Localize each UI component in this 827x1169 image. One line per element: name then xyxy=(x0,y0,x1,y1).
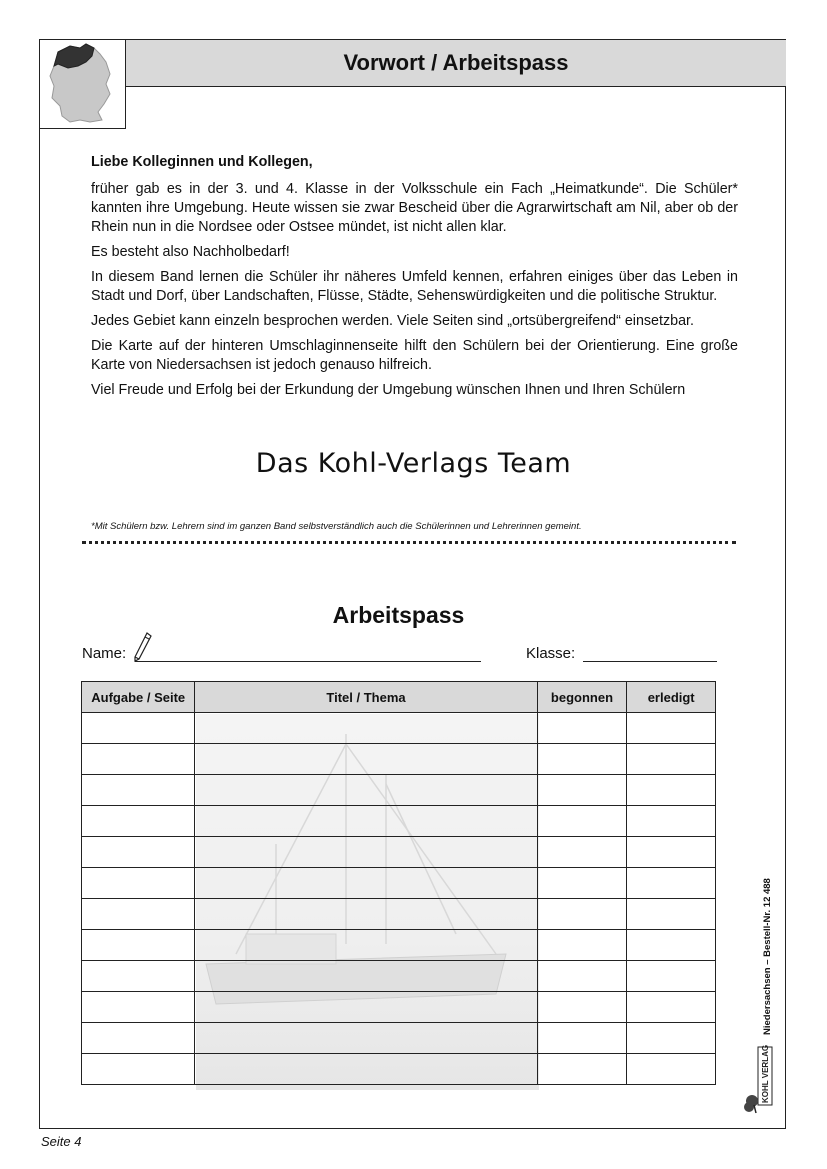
erledigt-cell[interactable] xyxy=(627,930,716,961)
letter-signature: Das Kohl-Verlags Team xyxy=(255,448,572,479)
erledigt-cell[interactable] xyxy=(627,899,716,930)
erledigt-cell[interactable] xyxy=(627,713,716,744)
table-row xyxy=(82,837,716,868)
table-row xyxy=(82,899,716,930)
column-header-titel: Titel / Thema xyxy=(195,682,537,713)
letter-paragraph: Jedes Gebiet kann einzeln besprochen werden. Viele Seiten sind „ortsübergreifend“ einsetzbar. xyxy=(91,313,694,329)
erledigt-cell[interactable] xyxy=(627,744,716,775)
begonnen-cell[interactable] xyxy=(537,713,627,744)
pencil-icon xyxy=(133,631,153,663)
page-title: Vorwort / Arbeitspass xyxy=(343,50,569,75)
begonnen-cell[interactable] xyxy=(537,961,627,992)
aufgabe-cell[interactable] xyxy=(82,1023,195,1054)
erledigt-cell[interactable] xyxy=(627,806,716,837)
table-row xyxy=(82,744,716,775)
titel-cell[interactable] xyxy=(195,868,537,899)
header-bar xyxy=(125,40,786,87)
aufgabe-cell[interactable] xyxy=(82,868,195,899)
footnote: *Mit Schülern bzw. Lehrern sind im ganzen Band selbstverständlich auch die Schülerinnen und Lehrerinnen gemeint. xyxy=(91,521,582,532)
begonnen-cell[interactable] xyxy=(537,806,627,837)
titel-cell[interactable] xyxy=(195,806,537,837)
table-row xyxy=(82,1023,716,1054)
klasse-field[interactable] xyxy=(583,661,717,662)
titel-cell[interactable] xyxy=(195,1023,537,1054)
table-row xyxy=(82,775,716,806)
titel-cell[interactable] xyxy=(195,899,537,930)
letter-greeting: Liebe Kolleginnen und Kollegen, xyxy=(91,154,313,170)
logo-box xyxy=(39,39,126,129)
begonnen-cell[interactable] xyxy=(537,1023,627,1054)
aufgabe-cell[interactable] xyxy=(82,744,195,775)
titel-cell[interactable] xyxy=(195,744,537,775)
order-number-vertical xyxy=(756,865,778,1035)
begonnen-cell[interactable] xyxy=(537,868,627,899)
table-row xyxy=(82,806,716,837)
arbeitspass-title: Arbeitspass xyxy=(332,602,465,628)
begonnen-cell[interactable] xyxy=(537,1054,627,1085)
begonnen-cell[interactable] xyxy=(537,992,627,1023)
begonnen-cell[interactable] xyxy=(537,899,627,930)
titel-cell[interactable] xyxy=(195,992,537,1023)
erledigt-cell[interactable] xyxy=(627,1054,716,1085)
letter-paragraph: In diesem Band lernen die Schüler ihr näheres Umfeld kennen, erfahren einiges über das Leben in Stadt und Dorf, über Landschaften, Flüsse, Städte, Sehenswürdigkeiten und die politische Struktur. xyxy=(91,269,738,304)
titel-cell[interactable] xyxy=(195,837,537,868)
aufgabe-cell[interactable] xyxy=(82,1054,195,1085)
letter-paragraph: Die Karte auf der hinteren Umschlaginnenseite hilft den Schülern bei der Orientierung. Eine große Karte von Niedersachsen ist jedoch genauso hilfreich. xyxy=(91,338,738,373)
table-row xyxy=(82,868,716,899)
name-field[interactable] xyxy=(135,661,481,662)
germany-map-icon xyxy=(40,40,124,127)
titel-cell[interactable] xyxy=(195,1054,537,1085)
order-number-text: Niedersachsen – Bestell-Nr. 12 488 xyxy=(762,878,773,1035)
begonnen-cell[interactable] xyxy=(537,775,627,806)
table-row xyxy=(82,1054,716,1085)
aufgabe-cell[interactable] xyxy=(82,775,195,806)
erledigt-cell[interactable] xyxy=(627,961,716,992)
begonnen-cell[interactable] xyxy=(537,837,627,868)
titel-cell[interactable] xyxy=(195,930,537,961)
page-number: Seite 4 xyxy=(41,1134,82,1149)
table-row xyxy=(82,930,716,961)
aufgabe-cell[interactable] xyxy=(82,930,195,961)
aufgabe-cell[interactable] xyxy=(82,899,195,930)
begonnen-cell[interactable] xyxy=(537,930,627,961)
svg-text:KOHL VERLAG: KOHL VERLAG xyxy=(761,1045,770,1103)
letter-paragraph: Viel Freude und Erfolg bei der Erkundung der Umgebung wünschen Ihnen und Ihren Schülern xyxy=(91,382,686,398)
aufgabe-cell[interactable] xyxy=(82,713,195,744)
letter-paragraph: Es besteht also Nachholbedarf! xyxy=(91,244,290,260)
erledigt-cell[interactable] xyxy=(627,837,716,868)
erledigt-cell[interactable] xyxy=(627,775,716,806)
foreword-letter xyxy=(91,153,738,406)
name-label: Name: xyxy=(82,645,127,662)
column-header-aufgabe: Aufgabe / Seite xyxy=(82,682,195,713)
erledigt-cell[interactable] xyxy=(627,1023,716,1054)
dotted-divider xyxy=(82,541,736,544)
arbeitspass-table xyxy=(81,681,716,1085)
klasse-label: Klasse: xyxy=(526,645,576,662)
aufgabe-cell[interactable] xyxy=(82,961,195,992)
begonnen-cell[interactable] xyxy=(537,744,627,775)
titel-cell[interactable] xyxy=(195,775,537,806)
table-row xyxy=(82,961,716,992)
aufgabe-cell[interactable] xyxy=(82,837,195,868)
aufgabe-cell[interactable] xyxy=(82,806,195,837)
titel-cell[interactable] xyxy=(195,713,537,744)
letter-paragraph: früher gab es in der 3. und 4. Klasse in der Volksschule ein Fach „Heimatkunde“. Die Schüler* kannten ihre Umgebung. Heute wissen sie zwar Bescheid über die Agrarwirtschaft am Nil, aber ob der Rhein nun in die Nordsee oder Ostsee mündet, ist nicht allen klar. xyxy=(91,181,738,235)
erledigt-cell[interactable] xyxy=(627,868,716,899)
titel-cell[interactable] xyxy=(195,961,537,992)
table-header-row xyxy=(82,682,716,713)
kohl-verlag-logo xyxy=(744,1045,776,1115)
aufgabe-cell[interactable] xyxy=(82,992,195,1023)
erledigt-cell[interactable] xyxy=(627,992,716,1023)
column-header-erledigt: erledigt xyxy=(627,682,716,713)
table-row xyxy=(82,992,716,1023)
column-header-begonnen: begonnen xyxy=(537,682,627,713)
table-row xyxy=(82,713,716,744)
